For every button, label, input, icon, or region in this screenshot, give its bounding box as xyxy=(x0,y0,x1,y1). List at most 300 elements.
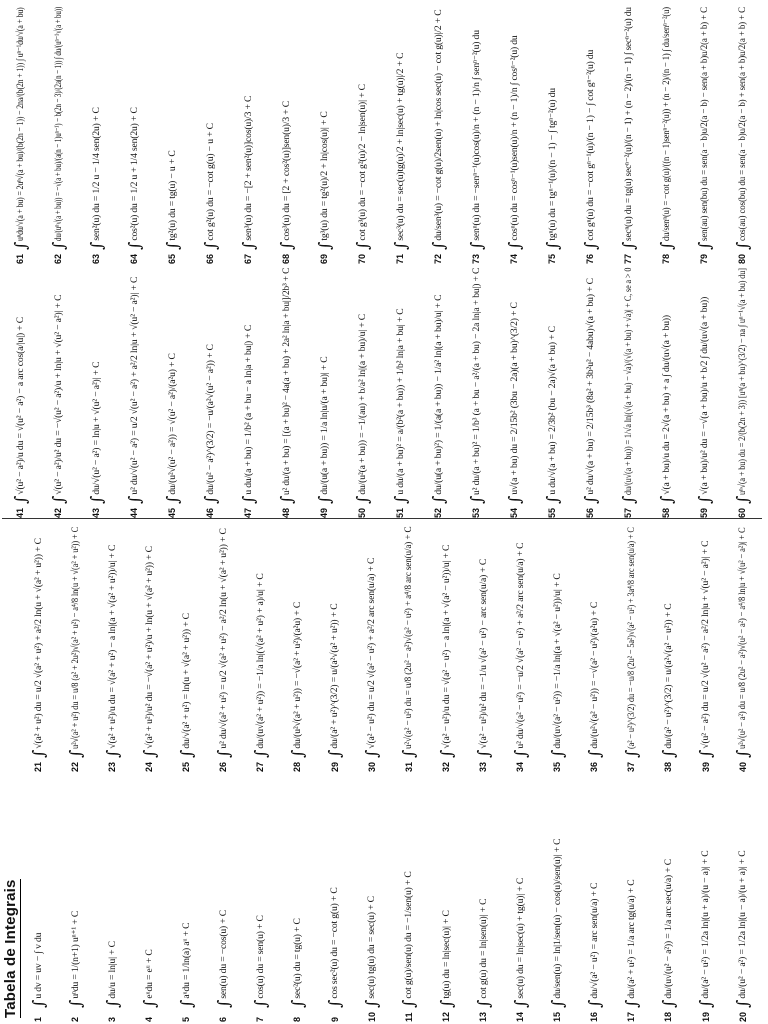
formula-text: senⁿ(u) du = −senⁿ⁻¹(u)cos(u)/n + (n − 1)/n ∫ senⁿ⁻²(u) du xyxy=(470,30,482,241)
formula-number: 29 xyxy=(329,761,340,772)
formula-text: cot g³(u) du = −cot g²(u)/2 − ln|sen(u)| + C xyxy=(356,84,368,241)
integral-sign-icon: ∫ xyxy=(163,495,182,504)
integral-sign-icon: ∫ xyxy=(659,749,679,758)
formula-text: u² du/√(a + bu) = 2/15b³ (8a² + 3b²u² − 4abu)√(a + bu) + C xyxy=(584,278,596,495)
formula-text: du/(u(a + bu)²) = 1/(a(a + bu)) − 1/a² ln|(a + bu)/u| + C xyxy=(432,294,444,495)
integral-sign-icon: ∫ xyxy=(733,241,752,250)
formula-text: du/(u(a + bu)) = 1/a ln|u/(a + bu)| + C xyxy=(318,356,330,495)
formula-text: √(u² − a²)/u du = √(u² − a²) − a arc cos(a/|u|) + C xyxy=(14,316,26,495)
formula-number: 46 xyxy=(205,507,216,518)
formula-row xyxy=(78,2,116,264)
formula-row xyxy=(572,263,610,518)
formula-row xyxy=(576,772,613,1022)
formula-number: 71 xyxy=(395,253,406,264)
formula-row xyxy=(725,772,762,1022)
integral-sign-icon: ∫ xyxy=(353,241,372,250)
formula-row xyxy=(230,263,268,518)
integral-sign-icon: ∫ xyxy=(163,241,182,250)
formula-row xyxy=(94,772,131,1022)
formula-text: √(a² + u²) du = u/2 √(a² + u²) + a²/2 ln(u + √(a² + u²)) + C xyxy=(32,538,44,749)
formula-row xyxy=(94,522,131,772)
formula-row xyxy=(428,772,465,1022)
formula-row xyxy=(168,772,205,1022)
integral-sign-icon: ∫ xyxy=(473,999,493,1008)
formula-number: 62 xyxy=(53,253,64,264)
formula-number: 18 xyxy=(663,1011,674,1022)
integral-sign-icon: ∫ xyxy=(391,241,410,250)
integral-sign-icon: ∫ xyxy=(176,749,196,758)
formula-text: du/(u² − a²) = 1/2a ln|(u − a)/(u + a)| + C xyxy=(737,850,749,999)
formula-text: du/(u²(a + bu)) = −1/(au) + b/a² ln|(a + bu)/u| + C xyxy=(356,313,368,495)
formula-number: 79 xyxy=(699,253,710,264)
formula-number: 78 xyxy=(661,253,672,264)
formula-number: 32 xyxy=(440,761,451,772)
formula-text: du/(u²√(a² − u²)) = −√(a² − u²)/(a²u) + C xyxy=(588,601,600,749)
formula-row xyxy=(280,522,317,772)
formula-number: 75 xyxy=(547,253,558,264)
integral-sign-icon: ∫ xyxy=(505,495,524,504)
formula-number: 72 xyxy=(433,253,444,264)
formula-text: sec³(u) du = sec(u)tg(u)/2 + ln|sec(u) + tg(u)|/2 + C xyxy=(394,52,406,241)
formula-text: uⁿdu = 1/(n+1) uⁿ⁺¹ + C xyxy=(69,910,81,999)
formula-text: aᵘdu = 1/ln(a) aᵘ + C xyxy=(180,922,192,999)
formula-number: 5 xyxy=(181,1016,192,1022)
formula-row xyxy=(268,2,306,264)
formula-number: 20 xyxy=(737,1011,748,1022)
formula-row xyxy=(610,2,648,264)
formula-row xyxy=(243,522,280,772)
formula-row xyxy=(306,2,344,264)
integral-sign-icon: ∫ xyxy=(543,495,562,504)
formula-number: 66 xyxy=(205,253,216,264)
formula-text: uⁿdu/√(a + bu) = 2uⁿ√(a + bu)/(b(2n − 1)) − 2na/(b(2n + 1)) ∫ uⁿ⁻¹du/√(a + bu) xyxy=(14,7,26,241)
formula-row xyxy=(230,2,268,264)
formula-number: 26 xyxy=(218,761,229,772)
formula-text: u² du/(a + bu) = [(a + bu)² − 4a(a + bu) + 2a² ln|a + bu|]/2b³ + C xyxy=(280,267,292,495)
formula-number: 52 xyxy=(433,507,444,518)
integral-sign-icon: ∫ xyxy=(277,495,296,504)
integral-sign-icon: ∫ xyxy=(547,749,567,758)
formula-number: 50 xyxy=(357,507,368,518)
formula-number: 43 xyxy=(91,507,102,518)
formula-column-4 xyxy=(2,2,762,264)
integral-sign-icon: ∫ xyxy=(362,999,382,1008)
formula-text: cosⁿ(u) du = cosⁿ⁻¹(u)sen(u)/n + (n − 1)/n ∫ cosⁿ⁻²(u) du xyxy=(508,35,520,241)
formula-row xyxy=(539,772,576,1022)
integral-sign-icon: ∫ xyxy=(584,749,604,758)
formula-row xyxy=(280,772,317,1022)
formula-number: 63 xyxy=(91,253,102,264)
formula-number: 27 xyxy=(255,761,266,772)
formula-row xyxy=(40,263,78,518)
integral-sign-icon: ∫ xyxy=(696,749,716,758)
formula-number: 19 xyxy=(700,1011,711,1022)
formula-number: 54 xyxy=(509,507,520,518)
formula-text: u√(a + bu) du = 2/15b² (3bu − 2a)(a + bu)^(3/2) + C xyxy=(508,302,520,495)
formula-text: du/(u²√(u² − a²)) = √(u² − a²)/(a²u) + C xyxy=(166,353,178,495)
formula-row xyxy=(458,263,496,518)
integral-sign-icon: ∫ xyxy=(139,999,159,1008)
formula-number: 31 xyxy=(403,761,414,772)
formula-text: tg³(u) du = tg²(u)/2 + ln|cos(u)| + C xyxy=(318,111,330,241)
formula-text: du/(u√(a + bu)) = 1/√a ln|(√(a + bu) − √a)/(√(a + bu) + √a)| + C, se a > 0 xyxy=(622,267,634,495)
formula-text: √(a + bu)/u du = 2√(a + bu) + a ∫ du/(u√(a + bu)) xyxy=(660,315,672,495)
formula-number: 15 xyxy=(552,1011,563,1022)
formula-text: cos²(u) du = 1/2 u + 1/4 sen(2u) + C xyxy=(128,107,140,241)
integral-sign-icon: ∫ xyxy=(581,495,600,504)
integral-sign-icon: ∫ xyxy=(102,999,122,1008)
formula-row xyxy=(502,772,539,1022)
formula-row xyxy=(354,772,391,1022)
formula-text: du/(u√(a² + u²)) = −1/a ln|(√(a² + u²) + a)/u| + C xyxy=(255,573,267,749)
formula-row xyxy=(116,263,154,518)
formula-text: du/(u²√(a² + u²)) = −√(a² + u²)/(a²u) + C xyxy=(292,601,304,749)
formula-text: du/√(a² + u²) = ln(u + √(a² + u²)) + C xyxy=(180,613,192,749)
formula-row xyxy=(20,522,57,772)
integral-sign-icon: ∫ xyxy=(28,999,48,1008)
formula-number: 33 xyxy=(477,761,488,772)
integral-sign-icon: ∫ xyxy=(429,241,448,250)
formula-text: du/senⁿ(u) = −cot g(u)/((n − 1)senⁿ⁻²(u)) + (n − 2)/(n − 1) ∫ du/senⁿ⁻²(u) xyxy=(660,6,672,241)
formula-text: sen³(u) du = −[2 + sen²(u)]cos(u)/3 + C xyxy=(242,95,254,241)
formula-text: u²√(u² − a²) du = u/8 (2u² − a²)√(u² − a²) − a⁴/8 ln|u + √(u² − a²)| + C xyxy=(737,527,749,749)
integral-sign-icon: ∫ xyxy=(436,749,456,758)
formula-text: cos(au) cos(bu) du = sen(a − b)u/2(a − b) + sen(a + b)u/2(a + b) + C xyxy=(736,6,748,241)
formula-number: 25 xyxy=(181,761,192,772)
formula-number: 35 xyxy=(552,761,563,772)
formula-row xyxy=(391,522,428,772)
formula-text: du/(u√(a² − u²)) = −1/a ln|(a + √(a² − u²))/u| + C xyxy=(551,573,563,749)
formula-number: 51 xyxy=(395,507,406,518)
formula-row xyxy=(78,263,116,518)
integral-sign-icon: ∫ xyxy=(277,241,296,250)
integral-sign-icon: ∫ xyxy=(619,495,638,504)
integral-sign-icon: ∫ xyxy=(467,495,486,504)
formula-text: u du/(a + bu) = 1/b² (a + bu − a ln|a + bu|) + C xyxy=(242,324,254,495)
formula-number: 56 xyxy=(585,507,596,518)
formula-row xyxy=(2,2,40,264)
formula-text: u du/√(a + bu) = 2/3b² (bu − 2a)√(a + bu) + C xyxy=(546,326,558,495)
integral-sign-icon: ∫ xyxy=(584,999,604,1008)
formula-text: √(a² − u²)/u² du = −1/u √(a² − u²) − arc sen(u/a) + C xyxy=(477,558,489,749)
formula-row xyxy=(268,263,306,518)
formula-number: 37 xyxy=(626,761,637,772)
formula-text: u²√(a² + u²) du = u/8 (a² + 2u²)√(a² + u²) − a⁴/8 ln(u + √(a² + u²)) + C xyxy=(69,526,81,749)
formula-number: 7 xyxy=(255,1016,266,1022)
integral-sign-icon: ∫ xyxy=(49,495,68,504)
formula-text: du/sen³(u) = −cot g(u)/2sen(u) + ln|cos sec(u) − cot g(u)|/2 + C xyxy=(432,9,444,241)
formula-row xyxy=(420,263,458,518)
formula-number: 3 xyxy=(107,1016,118,1022)
formula-number: 36 xyxy=(589,761,600,772)
formula-text: u du/(a + bu)² = a/(b²(a + bu)) + 1/b² ln|a + bu| + C xyxy=(394,308,406,495)
formula-text: du/(a² − u²)^(3/2) = u/(a²√(a² − u²)) + C xyxy=(663,603,675,749)
integral-sign-icon: ∫ xyxy=(251,999,271,1008)
formula-number: 44 xyxy=(129,507,140,518)
formula-row xyxy=(317,522,354,772)
integral-sign-icon: ∫ xyxy=(325,749,345,758)
formula-text: tgⁿ(u) du = tgⁿ⁻¹(u)/(n − 1) − ∫ tgⁿ⁻²(u) du xyxy=(546,88,558,241)
integral-sign-icon: ∫ xyxy=(201,495,220,504)
formula-row xyxy=(686,263,724,518)
formula-number: 53 xyxy=(471,507,482,518)
formula-row xyxy=(40,2,78,264)
formula-number: 69 xyxy=(319,253,330,264)
formula-number: 30 xyxy=(366,761,377,772)
formula-number: 49 xyxy=(319,507,330,518)
integral-sign-icon: ∫ xyxy=(11,241,30,250)
formula-text: cot g²(u) du = −cot g(u) − u + C xyxy=(204,123,216,241)
formula-number: 65 xyxy=(167,253,178,264)
formula-number: 68 xyxy=(281,253,292,264)
formula-text: du/sen(u) = ln|1/sen(u) − cos(u)/sen(u)| + C xyxy=(551,838,563,999)
formula-number: 21 xyxy=(32,761,43,772)
formula-text: secⁿ(u) du = tg(u) secⁿ⁻²(u)/(n − 1) + (n − 2)/(n − 1) ∫ secⁿ⁻²(u) du xyxy=(622,6,634,241)
formula-row xyxy=(648,2,686,264)
formula-row xyxy=(131,772,168,1022)
formula-row xyxy=(168,522,205,772)
formula-text: √(u² − a²)/u² du = −√(u² − a²)/u + ln|u + √(u² − a²)| + C xyxy=(52,294,64,495)
formula-row xyxy=(610,263,648,518)
integral-sign-icon: ∫ xyxy=(251,749,271,758)
formula-number: 74 xyxy=(509,253,520,264)
formula-row xyxy=(382,263,420,518)
formula-text: tg²(u) du = tg(u) − u + C xyxy=(166,150,178,241)
integral-sign-icon: ∫ xyxy=(315,495,334,504)
integral-sign-icon: ∫ xyxy=(510,749,530,758)
formula-row xyxy=(154,2,192,264)
integral-sign-icon: ∫ xyxy=(429,495,448,504)
formula-text: sen(au) sen(bu) du = sen(a − b)u/2(a − b) − sen(a + b)u/2(a + b) + C xyxy=(698,6,710,241)
formula-row xyxy=(614,772,651,1022)
formula-row xyxy=(465,522,502,772)
integral-sign-icon: ∫ xyxy=(547,999,567,1008)
formula-row xyxy=(648,263,686,518)
integral-sign-icon: ∫ xyxy=(657,495,676,504)
integral-sign-icon: ∫ xyxy=(399,749,419,758)
formula-text: sen(u) du = −cos(u) + C xyxy=(217,909,229,999)
formula-column-3 xyxy=(2,263,762,519)
formula-number: 10 xyxy=(366,1011,377,1022)
formula-row xyxy=(724,263,762,518)
integral-sign-icon: ∫ xyxy=(315,241,334,250)
formula-number: 61 xyxy=(15,253,26,264)
integral-sign-icon: ∫ xyxy=(505,241,524,250)
formula-row xyxy=(496,2,534,264)
integral-sign-icon: ∫ xyxy=(49,241,68,250)
integral-sign-icon: ∫ xyxy=(239,495,258,504)
formula-text: du/(a² + u²) = 1/a arc tg(u/a) + C xyxy=(626,879,638,999)
formula-number: 9 xyxy=(329,1016,340,1022)
formula-number: 39 xyxy=(700,761,711,772)
formula-row xyxy=(539,522,576,772)
integral-sign-icon: ∫ xyxy=(353,495,372,504)
integral-sign-icon: ∫ xyxy=(87,495,106,504)
integral-sign-icon: ∫ xyxy=(139,749,159,758)
formula-number: 48 xyxy=(281,507,292,518)
formula-row xyxy=(306,263,344,518)
formula-number: 42 xyxy=(53,507,64,518)
formula-text: sec²(u) du = tg(u) + C xyxy=(292,918,304,999)
formula-number: 38 xyxy=(663,761,674,772)
formula-text: √(a² − u²) du = u/2 √(a² − u²) + a²/2 arc sen(u/a) + C xyxy=(366,557,378,749)
formula-text: cos sec²(u) du = −cot g(u) + C xyxy=(329,887,341,999)
integral-sign-icon: ∫ xyxy=(733,749,753,758)
formula-number: 77 xyxy=(623,253,634,264)
formula-text: du/(u√(u² − a²)) = 1/a arc sec(u/a) + C xyxy=(663,858,675,999)
integral-sign-icon: ∫ xyxy=(65,749,85,758)
formula-number: 17 xyxy=(626,1011,637,1022)
formula-row xyxy=(382,2,420,264)
formula-row xyxy=(20,772,57,1022)
integral-sign-icon: ∫ xyxy=(581,241,600,250)
integral-sign-icon: ∫ xyxy=(125,495,144,504)
formula-number: 80 xyxy=(737,253,748,264)
formula-text: du/√(a² − u²) = arc sen(u/a) + C xyxy=(588,882,600,999)
integral-sign-icon: ∫ xyxy=(543,241,562,250)
formula-text: du/u = ln|u| + C xyxy=(106,941,118,999)
formula-text: √(a² + u²)/u du = √(a² + u²) − a ln|(a + √(a² + u²))/u| + C xyxy=(106,544,118,749)
formula-number: 24 xyxy=(144,761,155,772)
integral-sign-icon: ∫ xyxy=(467,241,486,250)
formula-text: uⁿ√(a + bu) du = 2/(b(2n + 3)) [uⁿ(a + bu)^(3/2) − na ∫ uⁿ⁻¹√(a + bu) du] xyxy=(736,267,748,495)
formula-number: 34 xyxy=(515,761,526,772)
formula-number: 45 xyxy=(167,507,178,518)
formula-number: 58 xyxy=(661,507,672,518)
integral-sign-icon: ∫ xyxy=(176,999,196,1008)
formula-row xyxy=(572,2,610,264)
integral-sign-icon: ∫ xyxy=(399,999,419,1008)
integral-sign-icon: ∫ xyxy=(11,495,30,504)
formula-number: 1 xyxy=(32,1016,43,1022)
formula-number: 23 xyxy=(107,761,118,772)
formula-number: 60 xyxy=(737,507,748,518)
formula-row xyxy=(686,2,724,264)
formula-number: 6 xyxy=(218,1016,229,1022)
formula-row xyxy=(192,2,230,264)
formula-row xyxy=(688,522,725,772)
formula-row xyxy=(420,2,458,264)
integral-sign-icon: ∫ xyxy=(657,241,676,250)
integral-sign-icon: ∫ xyxy=(733,495,752,504)
formula-row xyxy=(354,522,391,772)
formula-text: du/(a² + u²)^(3/2) = u/(a²√(a² + u²)) + C xyxy=(329,603,341,749)
integral-sign-icon: ∫ xyxy=(125,241,144,250)
formula-row xyxy=(651,522,688,772)
formula-row xyxy=(391,772,428,1022)
formula-row xyxy=(688,772,725,1022)
formula-text: u² du/√(a² + u²) = u/2 √(a² + u²) − a²/2 ln(u + √(a² + u²)) + C xyxy=(217,528,229,749)
formula-text: cos³(u) du = [2 + cos²(u)]sen(u)/3 + C xyxy=(280,101,292,241)
formula-text: cot g(u) du = ln|sen(u)| + C xyxy=(477,898,489,999)
formula-number: 73 xyxy=(471,253,482,264)
integral-sign-icon: ∫ xyxy=(436,999,456,1008)
formula-text: cos(u) du = sen(u) + C xyxy=(255,915,267,999)
formula-column-1 xyxy=(20,772,762,1022)
formula-text: cot g(u)/sen(u) du = −1/sen(u) + C xyxy=(403,871,415,999)
integral-sign-icon: ∫ xyxy=(619,241,638,250)
integral-sign-icon: ∫ xyxy=(622,999,642,1008)
integral-sign-icon: ∫ xyxy=(510,999,530,1008)
formula-row xyxy=(205,522,242,772)
formula-row xyxy=(614,522,651,772)
formula-text: sec(u) du = ln|sec(u) + tg(u)| + C xyxy=(514,877,526,999)
formula-number: 22 xyxy=(69,761,80,772)
formula-row xyxy=(724,2,762,264)
formula-text: √(a + bu)/u² du = −√(a + bu)/u + b/2 ∫ du/(u√(a + bu)) xyxy=(698,296,710,495)
formula-number: 4 xyxy=(144,1016,155,1022)
formula-row xyxy=(2,263,40,518)
integral-sign-icon: ∫ xyxy=(214,749,234,758)
formula-text: u² du/√(a² − u²) = −u/2 √(a² − u²) + a²/2 arc sen(u/a) + C xyxy=(514,542,526,749)
formula-text: √(a² + u²)/u² du = −√(a² + u²)/u + ln(u + √(a² + u²)) + C xyxy=(143,546,155,749)
formula-row xyxy=(57,772,94,1022)
formula-row xyxy=(534,2,572,264)
formula-number: 40 xyxy=(737,761,748,772)
formula-text: du/(u² − a²)^(3/2) = −u/(a²√(u² − a²)) + C xyxy=(204,344,216,495)
formula-number: 59 xyxy=(699,507,710,518)
formula-text: √(a² − u²)/u du = √(a² − u²) − a ln|(a + √(a² − u²))/u| + C xyxy=(440,544,452,749)
formula-number: 57 xyxy=(623,507,634,518)
formula-number: 2 xyxy=(69,1016,80,1022)
formula-number: 76 xyxy=(585,253,596,264)
formula-row xyxy=(576,522,613,772)
formula-text: du/(a² − u²) = 1/2a ln|(u + a)/(u − a)| + C xyxy=(700,850,712,999)
integral-sign-icon: ∫ xyxy=(28,749,48,758)
formula-row xyxy=(57,522,94,772)
integral-sign-icon: ∫ xyxy=(362,749,382,758)
formula-number: 8 xyxy=(292,1016,303,1022)
integral-sign-icon: ∫ xyxy=(325,999,345,1008)
formula-row xyxy=(317,772,354,1022)
formula-row xyxy=(496,263,534,518)
integral-sign-icon: ∫ xyxy=(214,999,234,1008)
formula-number: 13 xyxy=(477,1011,488,1022)
formula-number: 70 xyxy=(357,253,368,264)
formula-text: du/√(u² − a²) = ln|u + √(u² − a²)| + C xyxy=(90,361,102,495)
formula-number: 55 xyxy=(547,507,558,518)
formula-text: sec(u) tg(u) du = sec(u) + C xyxy=(366,896,378,999)
formula-number: 16 xyxy=(589,1011,600,1022)
formula-row xyxy=(725,522,762,772)
formula-number: 67 xyxy=(243,253,254,264)
integral-sign-icon: ∫ xyxy=(733,999,753,1008)
integral-sign-icon: ∫ xyxy=(288,999,308,1008)
formula-number: 28 xyxy=(292,761,303,772)
formula-row xyxy=(458,2,496,264)
formula-text: eᵘdu = eᵘ + C xyxy=(143,949,155,999)
formula-number: 64 xyxy=(129,253,140,264)
formula-text: u dv = uv − ∫ v du xyxy=(32,932,44,999)
formula-text: du/(uⁿ√(a + bu)) = −√(a + bu)/(a(n − 1)uⁿ⁻¹) − b(2n − 3)/(2a(n − 1)) ∫ du/(uⁿ⁻¹√(a + bu)) xyxy=(52,6,64,241)
formula-row xyxy=(651,772,688,1022)
formula-row xyxy=(465,772,502,1022)
integral-sign-icon: ∫ xyxy=(695,495,714,504)
formula-row xyxy=(344,263,382,518)
integral-sign-icon: ∫ xyxy=(65,999,85,1008)
formula-row xyxy=(344,2,382,264)
formula-column-2 xyxy=(20,522,762,772)
formula-text: u²√(a² − u²) du = u/8 (2u² − a²)√(a² − u²) + a⁴/8 arc sen(u/a) + C xyxy=(403,526,415,749)
integral-sign-icon: ∫ xyxy=(622,749,642,758)
formula-row xyxy=(534,263,572,518)
formula-row xyxy=(192,263,230,518)
integral-sign-icon: ∫ xyxy=(87,241,106,250)
formula-text: u² du/(a + bu)² = 1/b³ (a + bu − a²/(a + bu) − 2a ln|a + bu|) + C xyxy=(470,267,482,495)
integral-sign-icon: ∫ xyxy=(696,999,716,1008)
formula-number: 11 xyxy=(403,1012,414,1022)
formula-row xyxy=(502,522,539,772)
